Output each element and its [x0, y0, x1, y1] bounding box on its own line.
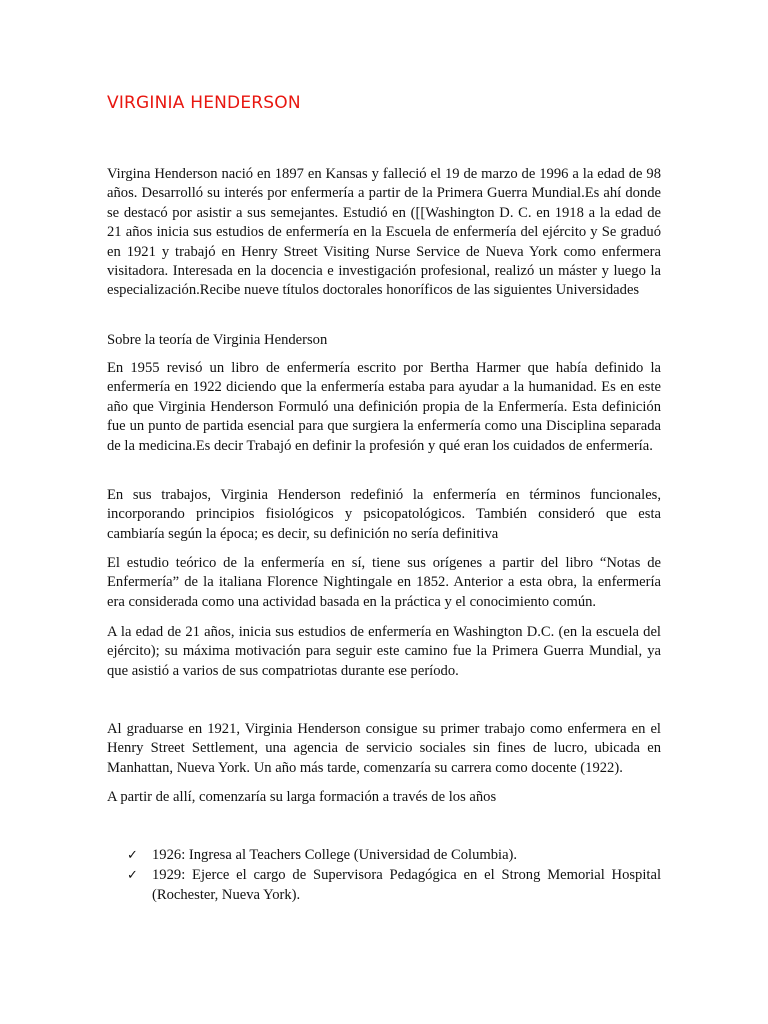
list-item-text: 1929: Ejerce el cargo de Supervisora Pedagógica en el Strong Memorial Hospital (Rochester, Nueva York).: [152, 867, 661, 903]
paragraph-nightingale: El estudio teórico de la enfermería en sí, tiene sus orígenes a partir del libro “Notas de Enfermería” de la italiana Florence Nightingale en 1852. Anterior a esta obra, la enfermería era considerada como una actividad basada en la práctica y el conocimiento común.: [107, 555, 661, 610]
paragraph-first-job: Al graduarse en 1921, Virginia Henderson consigue su primer trabajo como enfermera en el Henry Street Settlement, una agencia de servicio sociales sin fines de lucro, ubicada en Manhattan, Nueva York. Un año más tarde, comenzaría su carrera como docente (1922).: [107, 721, 661, 776]
list-item: [127, 846, 661, 865]
document-title: VIRGINIA HENDERSON: [107, 93, 301, 113]
timeline-list: [127, 846, 661, 906]
check-mark-icon: ✓: [127, 848, 138, 863]
paragraph-biography: Virgina Henderson nació en 1897 en Kansas y falleció el 19 de marzo de 1996 a la edad de 98 años. Desarrolló su interés por enfermería a partir de la Primera Guerra Mundial.Es ahí donde se destacó por asistir a sus semejantes. Estudió en ([[Washington D. C. en 1918 a la edad de 21 años inicia sus estudios de enfermería en la Escuela de enfermería del ejército y Se graduó en 1921 y trabajó en Henry Street Visiting Nurse Service de Nueva York como enfermera visitadora. Interesada en la docencia e investigación profesional, realizó un máster y luego la especialización.Recibe nueve títulos doctorales honoríficos de las siguientes Universidades: [107, 166, 661, 299]
list-item-text: 1926: Ingresa al Teachers College (Universidad de Columbia).: [152, 847, 518, 863]
check-mark-icon: ✓: [127, 868, 138, 884]
paragraph-training-intro: A partir de allí, comenzaría su larga formación a través de los años: [107, 789, 497, 805]
paragraph-theory-heading: Sobre la teoría de Virginia Henderson: [107, 332, 328, 348]
paragraph-definition: En 1955 revisó un libro de enfermería escrito por Bertha Harmer que había definido la enfermería en 1922 diciendo que la enfermería estaba para ayudar a la humanidad. Es en este año que Virginia Henderson Formuló una definición propia de la Enfermería. Esta definición fue un punto de partida esencial para que surgiera la enfermería como una Disciplina separada de la medicina.Es decir Trabajó en definir la profesión y qué eran los cuidados de enfermería.: [107, 360, 661, 454]
list-item: [127, 866, 661, 905]
paragraph-studies: A la edad de 21 años, inicia sus estudios de enfermería en Washington D.C. (en la escuela del ejército); su máxima motivación para seguir este camino fue la Primera Guerra Mundial, ya que asistió a varios de sus compatriotas durante ese período.: [107, 624, 661, 679]
paragraph-functional-terms: En sus trabajos, Virginia Henderson redefinió la enfermería en términos funcionales, incorporando principios fisiológicos y psicopatológicos. También consideró que esta cambiaría según la época; es decir, su definición no sería definitiva: [107, 487, 661, 542]
